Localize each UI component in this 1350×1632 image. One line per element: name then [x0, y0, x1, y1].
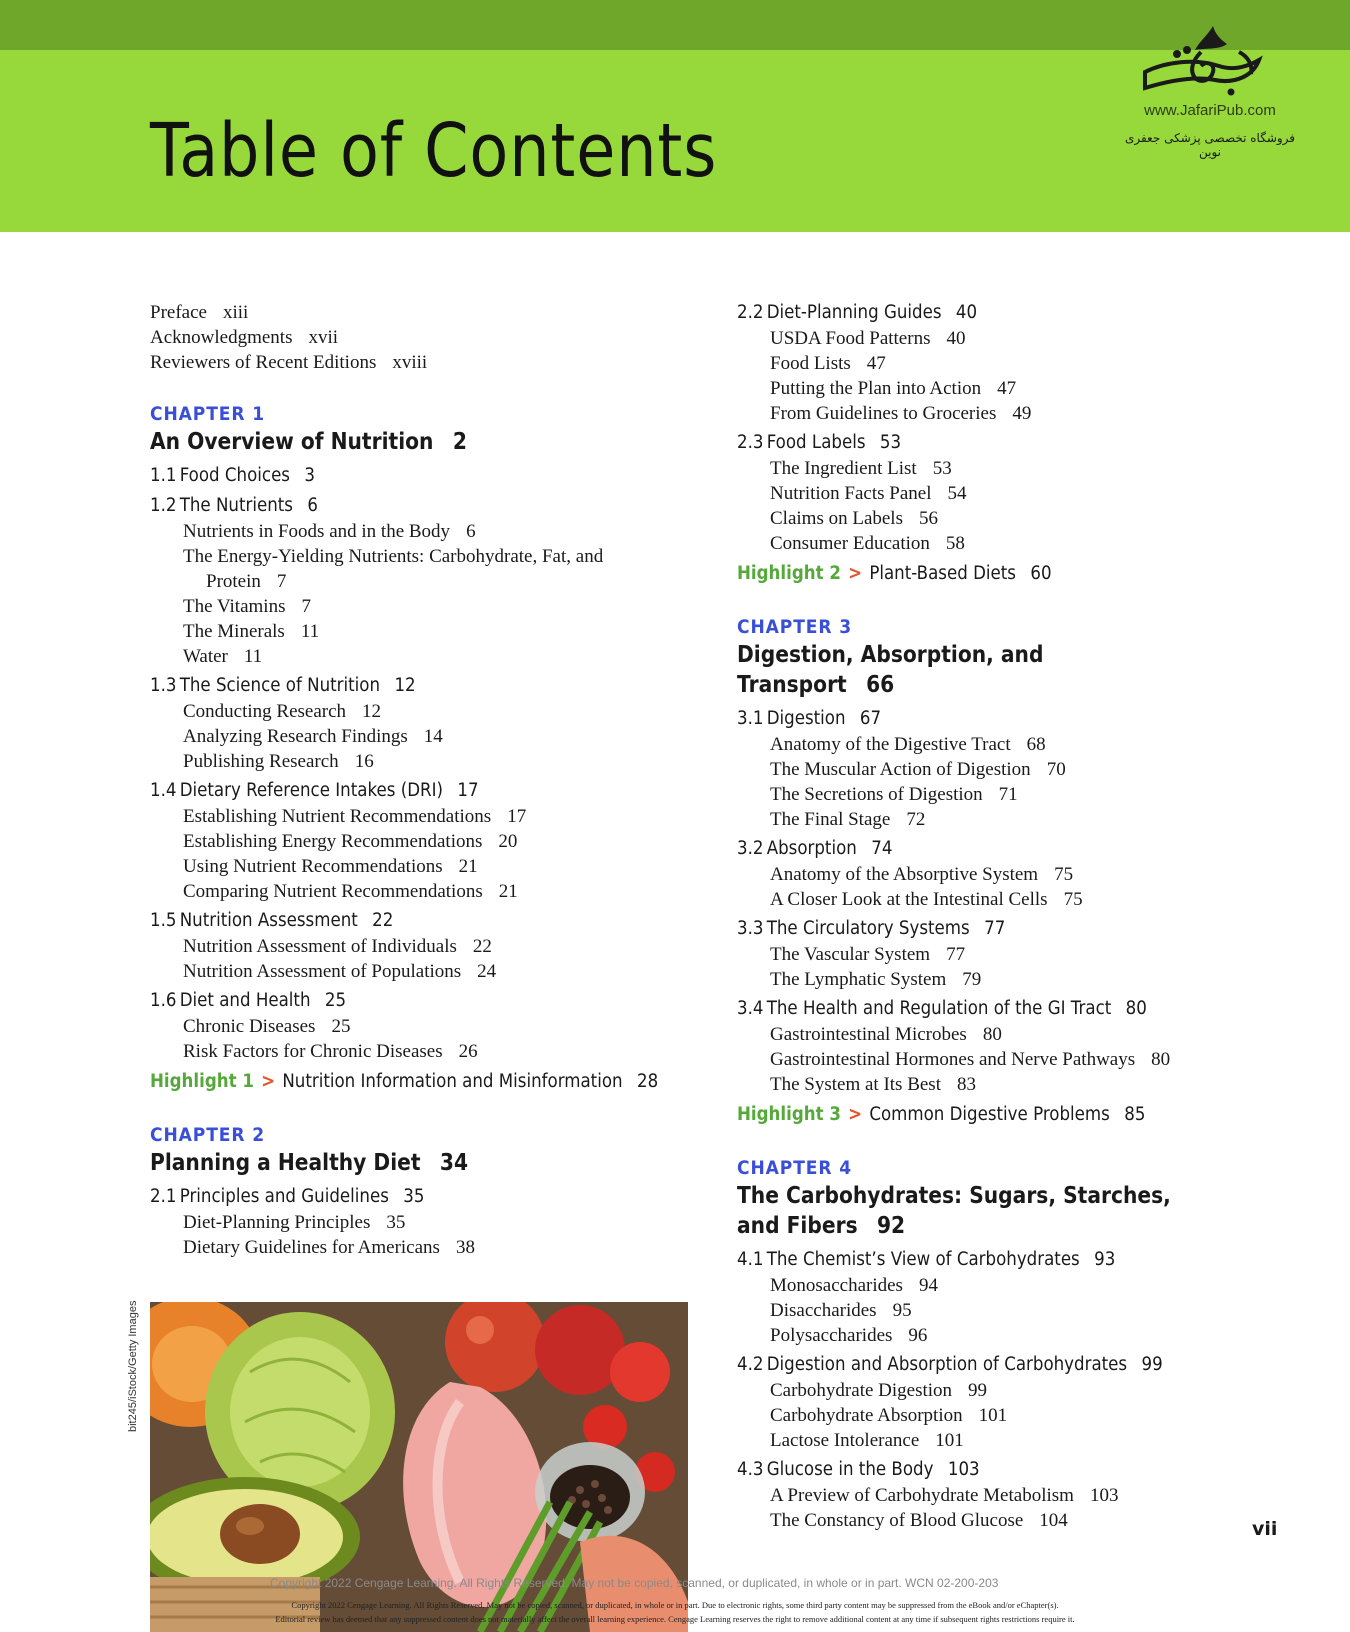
toc-subsection[interactable]: Risk Factors for Chronic Diseases 26 [183, 1041, 478, 1062]
publisher-logo-mark [1135, 22, 1285, 100]
chapter-label: CHAPTER 4 [737, 1157, 853, 1179]
toc-subsection[interactable]: Gastrointestinal Microbes 80 [770, 1024, 1002, 1045]
copyright-watermark: Copyright 2022 Cengage Learning. All Rights Reserved. May not be copied, scanned, or duplicated, in whole or in part. WCN 02-200-203 [270, 1576, 999, 1590]
toc-subsection[interactable]: Putting the Plan into Action 47 [770, 378, 1017, 399]
toc-subsection[interactable]: Nutrition Assessment of Populations 24 [183, 961, 497, 982]
toc-section[interactable]: 1.5 Nutrition Assessment 22 [150, 910, 394, 931]
toc-subsection[interactable]: Lactose Intolerance 101 [770, 1430, 964, 1451]
toc-subsection[interactable]: A Preview of Carbohydrate Metabolism 103 [770, 1485, 1119, 1506]
toc-subsection[interactable]: The Minerals 11 [183, 621, 320, 642]
toc-subsection[interactable]: Comparing Nutrient Recommendations 21 [183, 881, 518, 902]
toc-section[interactable]: 3.3 The Circulatory Systems 77 [737, 918, 1006, 939]
toc-subsection[interactable]: The Constancy of Blood Glucose 104 [770, 1510, 1068, 1531]
toc-subsection[interactable]: Publishing Research 16 [183, 751, 374, 772]
toc-subsection[interactable]: Chronic Diseases 25 [183, 1016, 351, 1037]
toc-section[interactable]: 1.1 Food Choices 3 [150, 465, 315, 486]
page-number: vii [1252, 1518, 1278, 1540]
toc-subsection[interactable]: A Closer Look at the Intestinal Cells 75 [770, 889, 1083, 910]
chevron-right-icon: > [848, 563, 863, 584]
toc-section[interactable]: 4.3 Glucose in the Body 103 [737, 1459, 980, 1480]
chevron-right-icon: > [261, 1071, 276, 1092]
toc-section[interactable]: 1.2 The Nutrients 6 [150, 495, 318, 516]
toc-section[interactable]: 3.2 Absorption 74 [737, 838, 893, 859]
toc-subsection[interactable]: The Lymphatic System 79 [770, 969, 982, 990]
toc-subsection[interactable]: Diet-Planning Principles 35 [183, 1212, 406, 1233]
toc-section[interactable]: 1.6 Diet and Health 25 [150, 990, 347, 1011]
toc-subsection[interactable]: Anatomy of the Digestive Tract 68 [770, 734, 1046, 755]
chapter-title[interactable]: The Carbohydrates: Sugars, Starches, [737, 1183, 1171, 1209]
page-title: Table of Contents [150, 108, 718, 194]
toc-subsection[interactable]: Analyzing Research Findings 14 [183, 726, 443, 747]
toc-subsection[interactable]: Nutrients in Foods and in the Body 6 [183, 521, 476, 542]
toc-subsection[interactable]: Consumer Education 58 [770, 533, 965, 554]
toc-left-column [150, 300, 680, 1260]
publisher-tagline: فروشگاه تخصصی پزشکی جعفری نوین [1124, 131, 1296, 159]
toc-subsection[interactable]: Nutrition Facts Panel 54 [770, 483, 967, 504]
toc-subsection[interactable]: Carbohydrate Digestion 99 [770, 1380, 988, 1401]
toc-right-column [737, 300, 1237, 1533]
toc-front-matter-item[interactable]: Reviewers of Recent Editions xviii [150, 352, 428, 373]
toc-subsection[interactable]: The Secretions of Digestion 71 [770, 784, 1018, 805]
toc-front-matter-item[interactable]: Acknowledgments xvii [150, 327, 339, 348]
toc-subsection[interactable]: Water 11 [183, 646, 263, 667]
toc-section[interactable]: 2.1 Principles and Guidelines 35 [150, 1186, 425, 1207]
photo-credit: bit245/iStock/Getty Images [127, 1300, 139, 1432]
chapter-title[interactable]: An Overview of Nutrition 2 [150, 429, 467, 455]
toc-subsection[interactable]: The Final Stage 72 [770, 809, 926, 830]
chapter-title-continued[interactable]: and Fibers 92 [737, 1213, 906, 1239]
toc-subsection[interactable]: Establishing Nutrient Recommendations 17 [183, 806, 527, 827]
copyright-footer-line: Copyright 2022 Cengage Learning. All Rights Reserved. May not be copied, scanned, or duplicated, in whole or in part. Due to electronic rights, some third party content may be suppressed from the eBook and/or eChapter(s). [291, 1600, 1059, 1610]
toc-subsection[interactable]: Conducting Research 12 [183, 701, 382, 722]
toc-subsection[interactable]: The System at Its Best 83 [770, 1074, 976, 1095]
toc-section[interactable]: 2.2 Diet-Planning Guides 40 [737, 302, 978, 323]
toc-section[interactable]: 3.1 Digestion 67 [737, 708, 882, 729]
toc-section[interactable]: 1.3 The Science of Nutrition 12 [150, 675, 416, 696]
toc-section[interactable]: 4.2 Digestion and Absorption of Carbohydrates 99 [737, 1354, 1163, 1375]
toc-subsection[interactable]: The Ingredient List 53 [770, 458, 952, 479]
toc-section[interactable]: 3.4 The Health and Regulation of the GI Tract 80 [737, 998, 1147, 1019]
chapter-label: CHAPTER 3 [737, 616, 853, 638]
toc-subsection[interactable]: Monosaccharides 94 [770, 1275, 938, 1296]
toc-subsection[interactable]: The Vitamins 7 [183, 596, 311, 617]
toc-subsection[interactable]: From Guidelines to Groceries 49 [770, 403, 1032, 424]
publisher-logo [1120, 22, 1300, 159]
toc-highlight[interactable]: Highlight 1 > Nutrition Information and Misinformation 28 [150, 1071, 659, 1092]
chapter-label: CHAPTER 1 [150, 403, 266, 425]
toc-subsection[interactable]: Claims on Labels 56 [770, 508, 938, 529]
toc-section[interactable]: 2.3 Food Labels 53 [737, 432, 902, 453]
publisher-url[interactable]: www.JafariPub.com [1144, 102, 1276, 119]
toc-front-matter-item[interactable]: Preface xiii [150, 302, 249, 323]
toc-subsection-continued[interactable]: Protein 7 [206, 571, 287, 592]
toc-subsection[interactable]: Dietary Guidelines for Americans 38 [183, 1237, 475, 1258]
toc-highlight[interactable]: Highlight 2 > Plant-Based Diets 60 [737, 563, 1052, 584]
chapter-title[interactable]: Digestion, Absorption, and Transport 66 [737, 642, 1044, 698]
toc-subsection[interactable]: Disaccharides 95 [770, 1300, 912, 1321]
toc-subsection[interactable]: The Vascular System 77 [770, 944, 966, 965]
copyright-footer-line: Editorial review has deemed that any suppressed content does not materially affect the overall learning experience. Cengage Learning reserves the right to remove additional content at any time if subsequent rights restrictions require it. [275, 1614, 1075, 1624]
toc-highlight[interactable]: Highlight 3 > Common Digestive Problems 85 [737, 1104, 1146, 1125]
toc-section[interactable]: 1.4 Dietary Reference Intakes (DRI) 17 [150, 780, 479, 801]
toc-subsection[interactable]: The Muscular Action of Digestion 70 [770, 759, 1066, 780]
toc-subsection[interactable]: Anatomy of the Absorptive System 75 [770, 864, 1074, 885]
toc-subsection[interactable]: The Energy-Yielding Nutrients: Carbohydrate, Fat, and [183, 546, 604, 567]
toc-subsection[interactable]: Using Nutrient Recommendations 21 [183, 856, 478, 877]
chapter-label: CHAPTER 2 [150, 1124, 266, 1146]
toc-subsection[interactable]: Establishing Energy Recommendations 20 [183, 831, 518, 852]
toc-subsection[interactable]: Nutrition Assessment of Individuals 22 [183, 936, 492, 957]
toc-subsection[interactable]: Gastrointestinal Hormones and Nerve Pathways 80 [770, 1049, 1171, 1070]
toc-subsection[interactable]: Carbohydrate Absorption 101 [770, 1405, 1008, 1426]
toc-section[interactable]: 4.1 The Chemist’s View of Carbohydrates 93 [737, 1249, 1116, 1270]
chapter-title[interactable]: Planning a Healthy Diet 34 [150, 1150, 469, 1176]
chevron-right-icon: > [848, 1104, 863, 1125]
toc-subsection[interactable]: Food Lists 47 [770, 353, 886, 374]
toc-subsection[interactable]: Polysaccharides 96 [770, 1325, 928, 1346]
toc-subsection[interactable]: USDA Food Patterns 40 [770, 328, 966, 349]
